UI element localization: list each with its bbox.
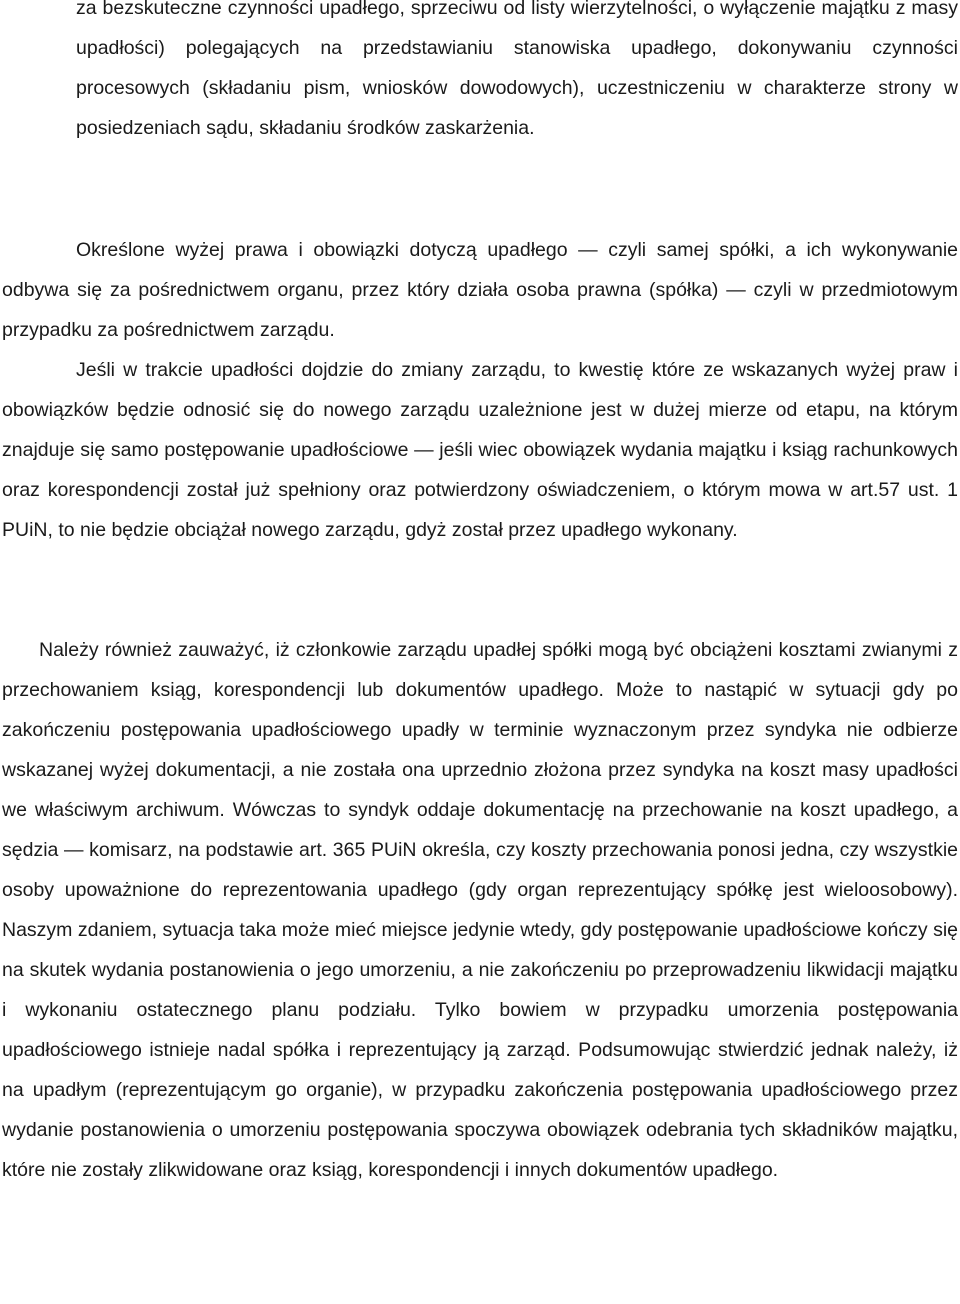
paragraph-rights-and-obligations: Określone wyżej prawa i obowiązki dotyczą upadłego — czyli samej spółki, a ich wykonywanie odbywa się za pośrednictwem organu, przez który działa osoba prawna (spółka) — czyli w przedmiotowym przypadku za pośrednictwem zarządu. — [2, 239, 958, 341]
paragraph-change-of-board: Jeśli w trakcie upadłości dojdzie do zmiany zarządu, to kwestię które ze wskazanych wyżej praw i obowiązków będzie odnosić się do nowego zarządu uzależnione jest w dużej mierze od etapu, na którym znajduje się samo postępowanie upadłościowe — jeśli wiec obowiązek wydania majątku i ksiąg rachunkowych oraz korespondencji został już spełniony oraz potwierdzony oświadczeniem, o którym mowa w art.57 ust. 1 PUiN, to nie będzie obciążał nowego zarządu, gdyż został przez upadłego wykonany. — [2, 359, 958, 541]
paragraph-continuation: za bezskuteczne czynności upadłego, sprzeciwu od listy wierzytelności, o wyłączenie majątku z masy upadłości) polegających na przedstawianiu stanowiska upadłego, dokonywaniu czynności procesowych (składaniu pism, wniosków dowodowych), uczestniczeniu w charakterze strony w posiedzeniach sądu, składaniu środków zaskarżenia. — [76, 0, 958, 139]
paragraph-storage-costs: Należy również zauważyć, iż członkowie zarządu upadłej spółki mogą być obciążeni kosztami zwianymi z przechowaniem ksiąg, korespondencji lub dokumentów upadłego. Może to nastąpić w sytuacji gdy po zakończeniu postępowania upadłościowego upadły w terminie wyznaczonym przez syndyka nie odbierze wskazanej wyżej dokumentacji, a nie została ona uprzednio złożona przez syndyka na koszt masy upadłości we właściwym archiwum. Wówczas to syndyk oddaje dokumentację na przechowanie na koszt upadłego, a sędzia — komisarz, na podstawie art. 365 PUiN określa, czy koszty przechowania ponosi jedna, czy wszystkie osoby upoważnione do reprezentowania upadłego (gdy organ reprezentujący spółkę jest wieloosobowy). Naszym zdaniem, sytuacja taka może mieć miejsce jedynie wtedy, gdy postępowanie upadłościowe kończy się na skutek wydania postanowienia o jego umorzeniu, a nie zakończeniu po przeprowadzeniu likwidacji majątku i wykonaniu ostatecznego planu podziału. Tylko bowiem w przypadku umorzenia postępowania upadłościowego istnieje nadal spółka i reprezentujący ją zarząd. Podsumowując stwierdzić jednak należy, iż na upadłym (reprezentującym go organie), w przypadku zakończenia postępowania upadłościowego przez wydanie postanowienia o umorzeniu postępowania spoczywa obowiązek odebrania tych składników majątku, które nie zostały zlikwidowane oraz ksiąg, korespondencji i innych dokumentów upadłego. — [2, 639, 958, 1181]
